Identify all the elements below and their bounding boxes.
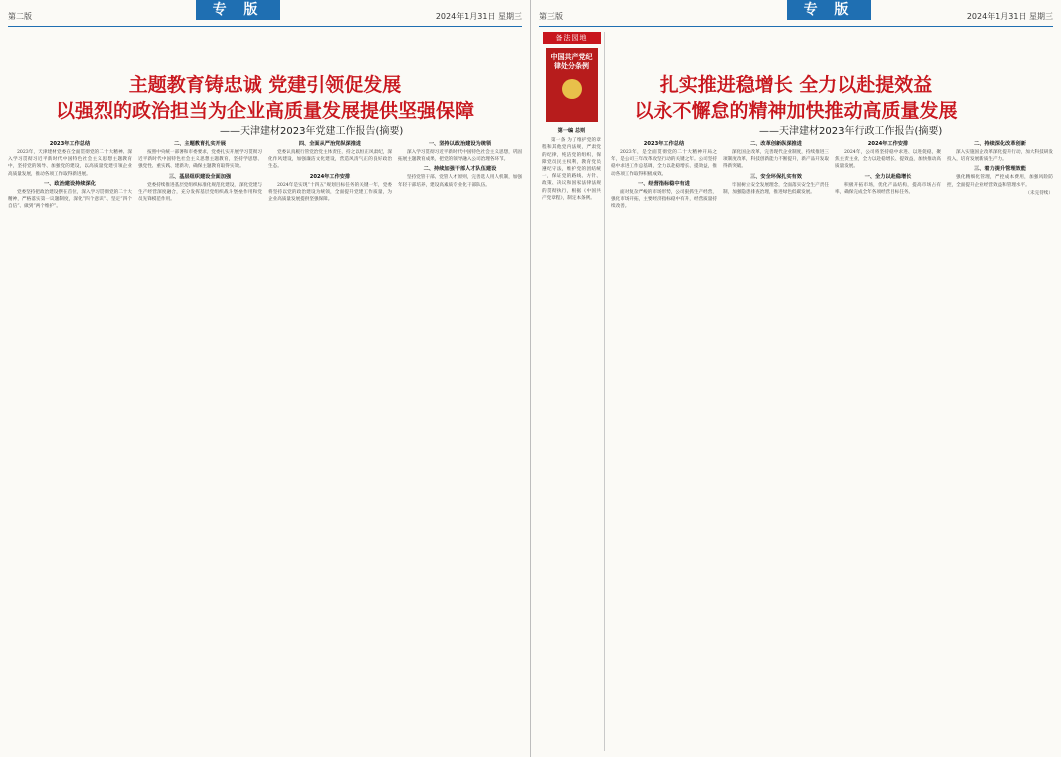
article-column [398,138,522,751]
section-banner: 专 版 [787,0,871,20]
paragraph: 2024年是实现“十四五”规划目标任务的关键一年，党委将坚持以党的政治建设为统领，全面提升党建工作质量，为企业高质量发展提供坚强保障。 [268,182,392,203]
article-subtitle: ——天津建材2023年党建工作报告(摘要) [220,126,404,137]
sidebar-text [539,122,604,202]
section-heading: 2024年工作安排 [867,141,909,147]
right-page [531,0,1061,757]
paragraph: 积极开拓市场，优化产品结构，提高市场占有率，确保完成全年各项经营目标任务。 [835,182,941,195]
paragraph: 深化国企改革，完善现代企业制度，持续推进三项制度改革，科技创新能力不断提升，新产品开发取得新突破。 [723,150,829,170]
paragraph: 2023年，天津建材党委在全面贯彻党的二十大精神、深入学习贯彻习近平新时代中国特色社会主义思想主题教育中，坚持党的领导、加强党的建设，以高质量党建引领企业高质量发展，推动各项工作取得新进展。 [8,150,132,177]
headline-secondary: 以强烈的政治担当为企业高质量发展提供坚强保障 [55,100,474,122]
section-heading: 二、持续深化改革创新 [974,141,1026,147]
paragraph: 强化精细化管理，严控成本费用，加强风险防控，全面提升企业经营效益和管理水平。 [947,175,1053,188]
article-column [268,138,392,751]
section-heading: 一、经营指标稳中有进 [638,180,690,187]
paragraph: 党委认真履行管党治党主体责任，持之以恒正风肃纪，深化作风建设，加强廉洁文化建设，营造风清气正的良好政治生态。 [268,150,392,170]
paragraph: 2024年，公司将坚持稳中求进、以进促稳，聚焦主责主业，全力以赴稳增长、提效益，加快推动高质量发展。 [835,150,941,170]
paragraph: 党委坚持把政治建设摆在首位，深入学习贯彻党的二十大精神，严格落实第一议题制度，深化“四个意识”、坚定“四个自信”、做到“两个维护”。 [8,189,132,210]
article-column [835,138,941,751]
paragraph: 面对复杂严峻的市场形势，公司狠抓生产经营，强化市场开拓，主要经济指标稳中有升，经营质量持续改善。 [611,189,717,210]
sidebar-paragraph: 第一条 为了维护党的章程和其他党内法规，严肃党的纪律，纯洁党的组织，保障党员民主权利，教育党员遵纪守法，维护党的团结统一，保证党的路线、方针、政策、决议和国家法律法规的贯彻执行，根据《中国共产党章程》，制定本条例。 [542,138,601,201]
headline-secondary: 以永不懈怠的精神加快推动高质量发展 [634,100,958,122]
paragraph: 深入实施国企改革深化提升行动，加大科技研发投入，培育发展新质生产力。 [947,150,1053,163]
headline-main: 扎实推进稳增长 全力以赴提效益 [659,74,933,96]
left-page [0,0,530,757]
section-heading: 三、基层组织建设全面加强 [168,173,232,180]
folio [539,8,1053,24]
section-heading: 二、主题教育扎实开展 [174,141,226,147]
header-rule [539,26,1053,27]
paragraph: 深入学习贯彻习近平新时代中国特色社会主义思想，巩固拓展主题教育成果，把党的领导融入公司治理各环节。 [398,150,522,163]
section-heading: 2024年工作安排 [309,173,351,180]
section-heading: 二、持续加强干部人才队伍建设 [423,166,497,173]
section-heading: 一、坚持以政治建设为统领 [428,141,492,147]
continued-note: （未完待续） [1025,190,1053,196]
paragraph: 2023年，是全面贯彻党的二十大精神开局之年，是公司三年改革攻坚行动的关键之年。公司坚持稳中求进工作总基调，全力以赴稳增长、提效益，推动各项工作取得积极成效。 [611,150,717,177]
issue-date: 2024年1月31日 星期三 [966,12,1053,21]
paragraph: 牢固树立安全发展理念，全面落实安全生产责任制，加强隐患排查治理，推进绿色低碳发展。 [723,182,829,195]
section-heading: 一、政治建设持续深化 [44,180,96,187]
cover-title: 中国共产党纪律处分条例 [550,53,593,70]
paragraph: 党委持续推进基层党组织标准化规范化建设，深化党建与生产经营深度融合，充分发挥基层党组织战斗堡垒作用和党员先锋模范作用。 [138,182,262,203]
article-column [611,138,717,751]
page-number: 第三版 [539,12,563,21]
section-heading: 三、着力提升管理效能 [974,166,1026,173]
section-heading: 二、改革创新纵深推进 [750,141,802,147]
paragraph: 按照中央统一部署和市委要求，党委扎实开展学习贯彻习近平新时代中国特色社会主义思想主题教育，坚持学思想、强党性、重实践、建新功，确保主题教育取得实效。 [138,150,262,170]
section-heading: 2023年工作总结 [643,141,685,147]
sidebar-tag: 备法园地 [543,32,601,44]
article-columns [8,138,522,751]
sidebar-heading: 第一编 总则 [557,128,586,134]
law-sidebar [539,32,605,751]
paragraph: 坚持党管干部、党管人才原则，完善选人用人机制，加强年轻干部培养，建设高素质专业化干部队伍。 [398,175,522,188]
article-subtitle: ——天津建材2023年行政工作报告(摘要) [759,126,943,137]
section-heading: 四、全面从严治党纵深推进 [298,141,362,147]
header-rule [8,26,522,27]
article-column [8,138,132,751]
section-heading: 2023年工作总结 [49,141,91,147]
article-column [947,138,1053,751]
article-column [138,138,262,751]
section-heading: 三、安全环保扎实有效 [750,173,802,180]
headline-main: 主题教育铸忠诚 党建引领促发展 [128,74,402,96]
folio [8,8,522,24]
article-columns [611,138,1053,751]
section-banner: 专 版 [196,0,280,20]
article-column [723,138,829,751]
section-heading: 一、全力以赴稳增长 [864,173,912,180]
page-number: 第二版 [8,12,32,21]
issue-date: 2024年1月31日 星期三 [435,12,522,21]
